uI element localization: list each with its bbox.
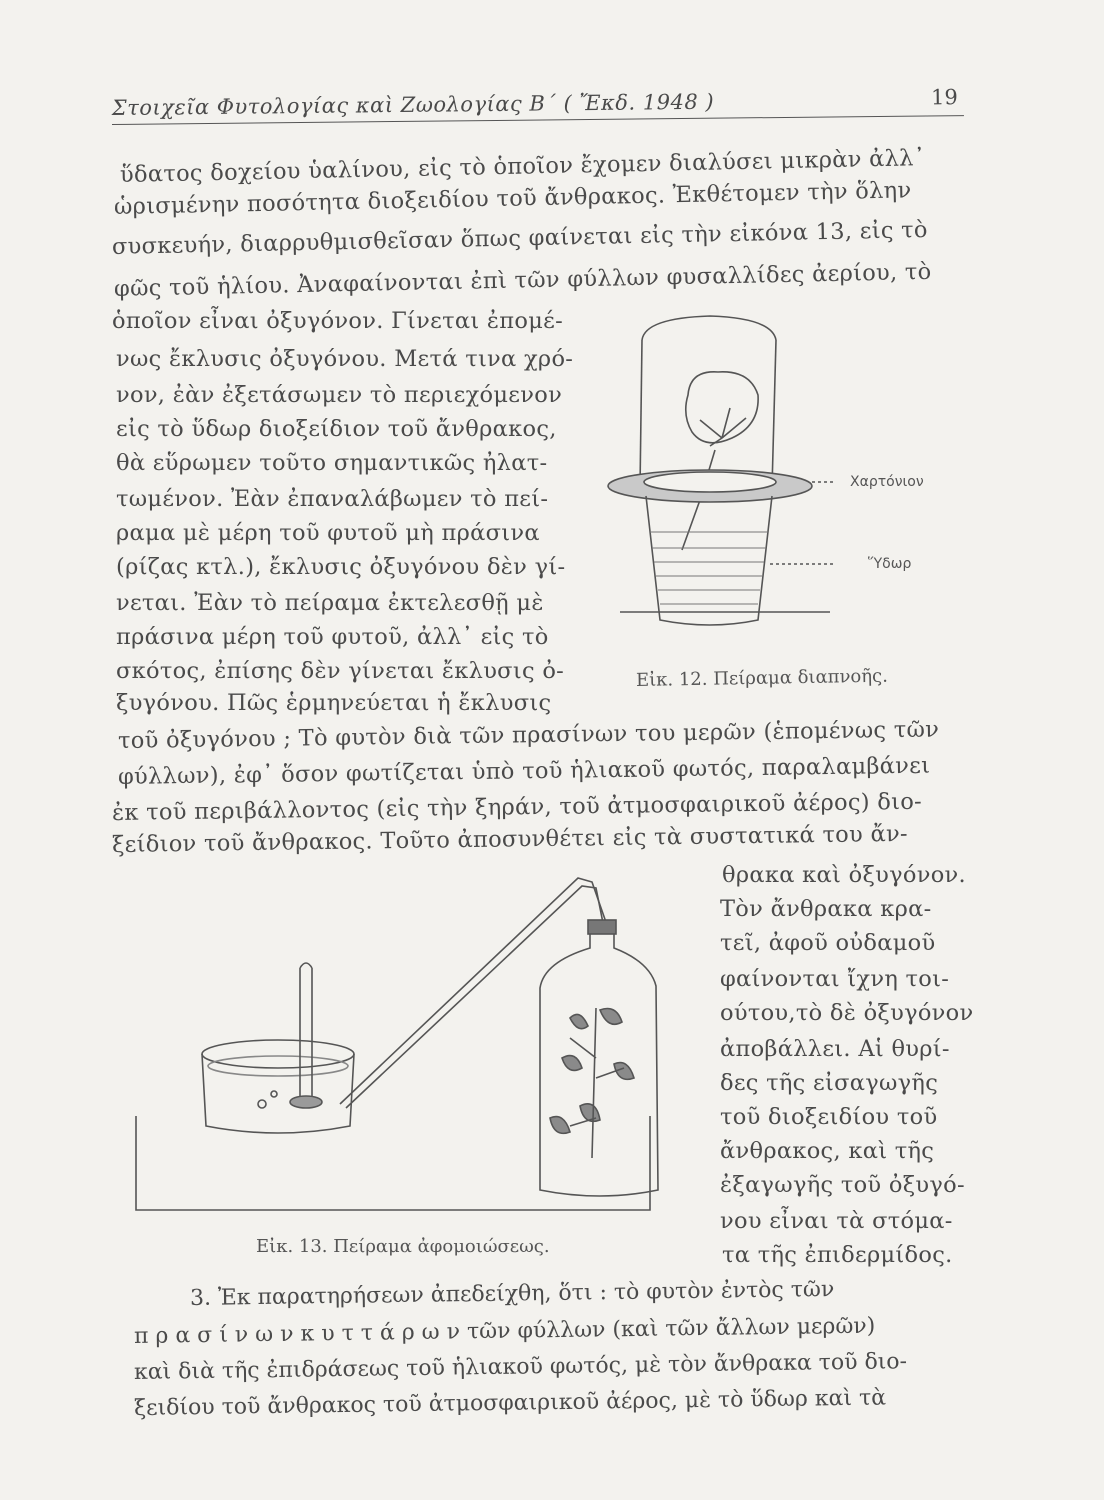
text-line: τοῦ ὀξυγόνου ; Τὸ φυτὸν διὰ τῶν πρασίνων του μερῶν (ἑπομένως τῶν: [117, 716, 940, 754]
text-line: ὕδατος δοχείου ὑαλίνου, εἰς τὸ ὁποῖον ἔχομεν διαλύσει μικρὰν ἀλλ᾽: [119, 145, 926, 188]
text-line: ὁποῖον εἶναι ὀξυγόνον. Γίνεται ἐπομέ-: [112, 308, 563, 334]
figure-12-label-water: Ὕδωρ: [868, 556, 912, 572]
text-line: π ρ α σ ί ν ω ν κ υ τ τ ά ρ ω ν τῶν φύλλων (καὶ τῶν ἄλλων μερῶν): [133, 1313, 876, 1349]
text-line: τεῖ, ἀφοῦ οὐδαμοῦ: [720, 930, 936, 956]
text-line: 3. Ἐκ παρατηρήσεων ἀπεδείχθη, ὅτι : τὸ φυτὸν ἐντὸς τῶν: [189, 1277, 835, 1311]
text-line: Τὸν ἄνθρακα κρα-: [720, 896, 932, 922]
running-header: [112, 81, 964, 125]
text-line: ἐκ τοῦ περιβάλλοντος (εἰς τὴν ξηράν, τοῦ ἀτμοσφαιρικοῦ ἀέρος) διο-: [111, 788, 923, 826]
text-line: ὡρισμένην ποσότητα διοξειδίου τοῦ ἄνθρακος. Ἐκθέτομεν τὴν ὅλην: [113, 177, 912, 220]
text-line: νον, ἐὰν ἐξετάσωμεν τὸ περιεχόμενον: [116, 382, 563, 408]
figure-13-assimilation-illustration: [130, 858, 710, 1218]
text-line: φύλλων), ἐφ᾽ ὅσον φωτίζεται ὑπὸ τοῦ ἡλιακοῦ φωτός, παραλαμβάνει: [117, 752, 931, 790]
text-line: ἀποβάλλει. Αἱ θυρί-: [720, 1036, 950, 1062]
figure-12-caption: Εἰκ. 12. Πείραμα διαπνοῆς.: [635, 665, 889, 691]
figure-13-caption: Εἰκ. 13. Πείραμα ἀφομοιώσεως.: [256, 1236, 550, 1257]
figure-12-label-cardboard: Χαρτόνιον: [850, 474, 924, 490]
text-line: ραμα μὲ μέρη τοῦ φυτοῦ μὴ πράσινα: [116, 520, 540, 546]
text-line: ξυγόνου. Πῶς ἑρμηνεύεται ἡ ἔκλυσις: [116, 690, 552, 716]
text-line: τοῦ διοξειδίου τοῦ: [720, 1104, 938, 1130]
text-line: νεται. Ἐὰν τὸ πείραμα ἐκτελεσθῇ μὲ: [116, 590, 544, 616]
text-line: καὶ διὰ τῆς ἐπιδράσεως τοῦ ἡλιακοῦ φωτός, μὲ τὸν ἄνθρακα τοῦ διο-: [133, 1349, 908, 1385]
text-line: τωμένον. Ἐὰν ἐπαναλάβωμεν τὸ πεί-: [116, 486, 549, 512]
text-line: εἰς τὸ ὕδωρ διοξείδιον τοῦ ἄνθρακος,: [116, 416, 557, 442]
header-title: Στοιχεῖα Φυτολογίας καὶ Ζωολογίας Β΄ ( Ἔκδ. 1948 ): [111, 89, 715, 121]
text-line: θρακα καὶ ὀξυγόνον.: [722, 862, 966, 888]
text-line: σκότος, ἐπίσης δὲν γίνεται ἔκλυσις ὀ-: [116, 658, 565, 684]
text-line: πράσινα μέρη τοῦ φυτοῦ, ἀλλ᾽ εἰς τὸ: [116, 624, 549, 650]
text-line: θὰ εὕρωμεν τοῦτο σημαντικῶς ἠλατ-: [116, 450, 548, 476]
text-line: ξείδιον τοῦ ἄνθρακος. Τοῦτο ἀποσυνθέτει εἰς τὰ συστατικά του ἄν-: [111, 820, 909, 858]
text-line: νως ἔκλυσις ὀξυγόνου. Μετά τινα χρό-: [116, 346, 574, 372]
text-line: φαίνονται ἴχνη τοι-: [720, 966, 950, 992]
figure-12-transpiration-illustration: [600, 300, 840, 650]
text-line: (ρίζας κτλ.), ἔκλυσις ὀξυγόνου δὲν γί-: [116, 554, 566, 580]
text-line: ούτου,τὸ δὲ ὀξυγόνον: [720, 1000, 974, 1026]
text-line: ἐξαγωγῆς τοῦ ὀξυγό-: [720, 1172, 965, 1198]
text-line: ἄνθρακος, καὶ τῆς: [720, 1138, 935, 1164]
text-line: ξειδίου τοῦ ἄνθρακος τοῦ ἀτμοσφαιρικοῦ ἀέρος, μὲ τὸ ὕδωρ καὶ τὰ: [133, 1385, 887, 1421]
page-number: 19: [930, 85, 958, 110]
text-line: φῶς τοῦ ἡλίου. Ἀναφαίνονται ἐπὶ τῶν φύλλων φυσαλλίδες ἀερίου, τὸ: [113, 258, 932, 302]
text-line: τα τῆς ἐπιδερμίδος.: [722, 1242, 953, 1268]
text-line: συσκευήν, διαρρυθμισθεῖσαν ὅπως φαίνεται εἰς τὴν εἰκόνα 13, εἰς τὸ: [111, 216, 929, 260]
text-line: δες τῆς εἰσαγωγῆς: [720, 1070, 939, 1096]
text-line: νου εἶναι τὰ στόμα-: [720, 1208, 953, 1234]
